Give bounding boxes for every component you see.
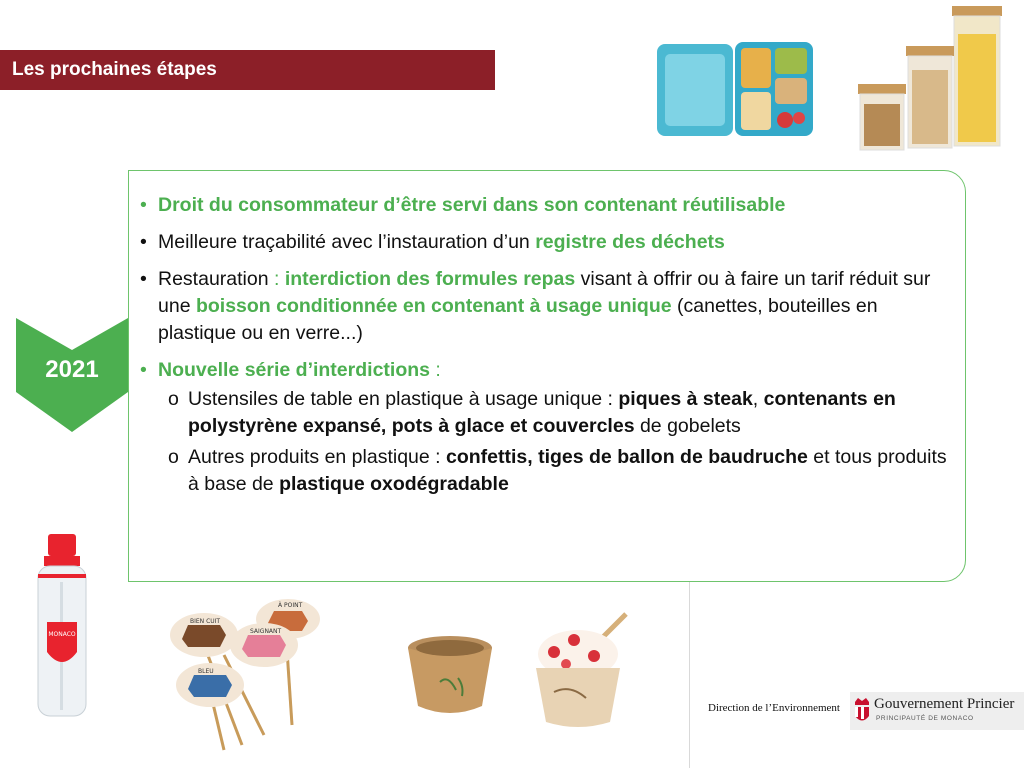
steak-tag-label: À POINT [278,602,303,609]
government-logo [850,692,1024,730]
bullet-item [140,229,955,256]
bullet-text: Restauration [158,268,269,290]
sub-bullet-strong: piques à steak [618,388,753,410]
bullet-highlight: interdiction des formules repas [284,268,576,290]
sub-bullet-marker: o [168,446,179,468]
bullet-dot: • [140,268,147,290]
logo-title: Gouvernement Princier [874,696,1015,712]
sub-bullet-item [140,386,955,440]
bullet-highlight: registre des déchets [535,231,725,253]
steak-tag-label: SAIGNANT [250,628,282,635]
bullet-separator: : [268,268,285,290]
sub-bullet-text: Ustensiles de table en plastique à usage unique : [188,388,619,410]
sub-bullet-text: de gobelets [634,415,741,437]
ice-cream-cup-image [530,612,634,730]
bullet-list [140,192,955,502]
steak-tag-label: BLEU [198,668,214,675]
sub-bullet-text: et tous produits à base de [188,446,947,495]
bullet-separator: : [430,359,441,381]
footer-divider [689,582,690,768]
bullet-text: Meilleure traçabilité avec l’instauration d’un [158,231,536,253]
lunchbox-image [655,38,815,138]
bullet-highlight: Nouvelle série d’interdictions [158,359,430,381]
page-title: Les prochaines étapes [12,59,217,80]
sub-bullet-strong: confettis, tiges de ballon de baudruche [446,446,808,468]
water-bottle-image [34,532,90,720]
year-label: 2021 [45,356,99,383]
bullet-item [140,192,955,219]
section-title-bar [0,50,495,90]
steak-tag-label: BIEN CUIT [190,618,221,625]
bullet-text: (canettes, bouteilles en plastique ou en verre...) [158,295,878,344]
bottle-brand-text: MONACO [48,631,76,638]
jars-image [856,4,1012,158]
bullet-dot: • [140,359,147,381]
bullet-item [140,357,955,384]
sub-bullet-strong: plastique oxodégradable [279,473,509,495]
kraft-cup-image [404,634,496,720]
monaco-crest-icon [852,696,872,726]
bullet-item [140,266,955,347]
sub-bullet-strong: contenants en polystyrène expansé, pots à glace et couvercles [188,388,896,437]
bullet-highlight: boisson conditionnée en contenant à usage unique [195,295,672,317]
sub-bullet-text: Autres produits en plastique : [188,446,446,468]
steak-tags-image [164,595,334,755]
department-label: Direction de l’Environnement [708,702,840,714]
bullet-dot: • [140,194,147,216]
sub-bullet-text: , [752,388,764,410]
sub-bullet-marker: o [168,388,179,410]
bullet-text: Droit du consommateur d’être servi dans son contenant réutilisable [158,194,786,216]
sub-bullet-item [140,444,955,498]
bullet-text: visant à offrir ou à faire un tarif réduit sur une [158,268,931,317]
bullet-dot: • [140,231,147,253]
logo-subtitle: PRINCIPAUTÉ DE MONACO [876,715,974,722]
